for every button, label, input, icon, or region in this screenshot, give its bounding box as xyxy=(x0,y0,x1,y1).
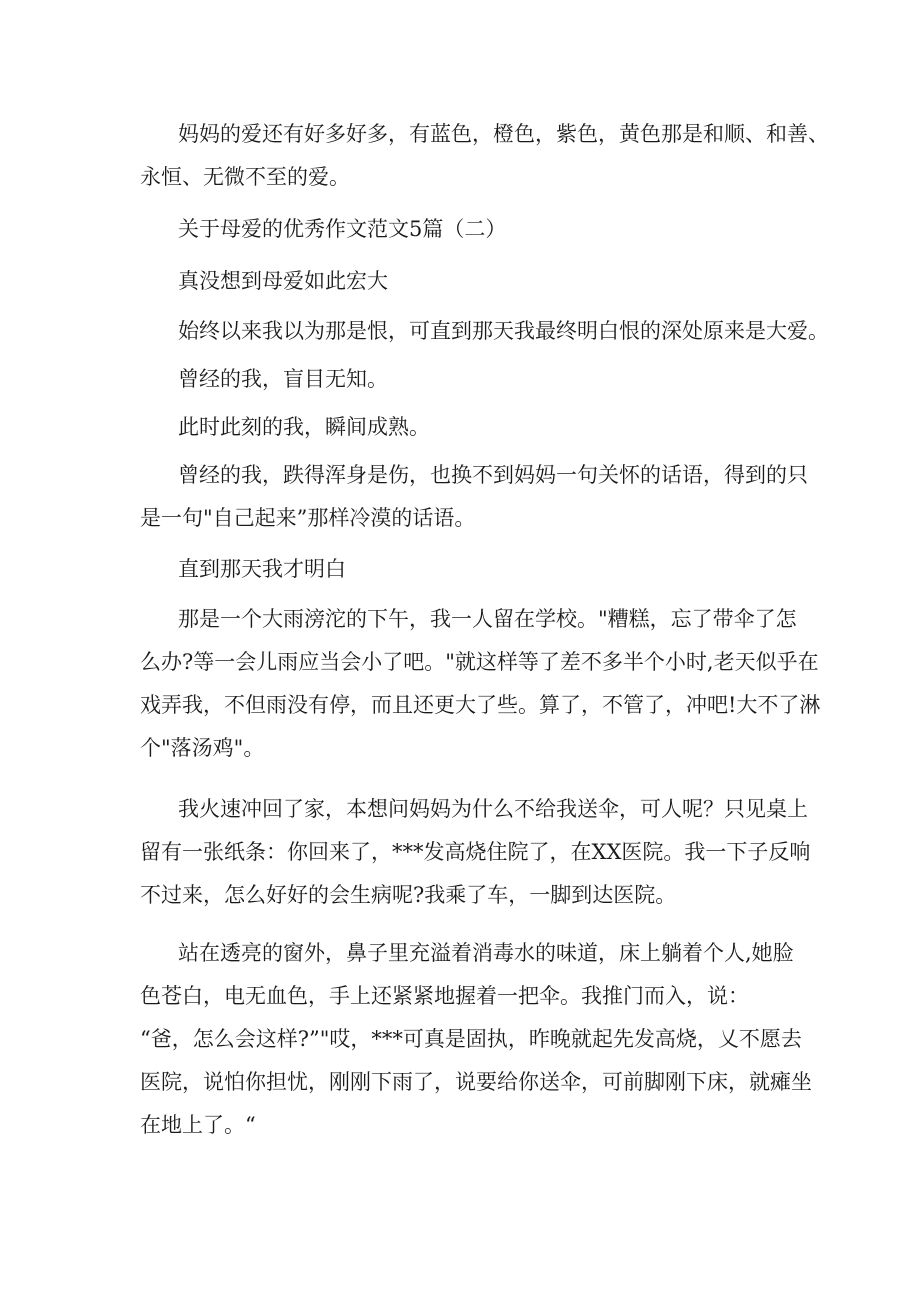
paragraph-3 xyxy=(140,260,785,303)
paragraph-5 xyxy=(140,358,785,401)
text-line: “爸，怎么会这样?”"哎，***可真是固执，昨晚就起先发高烧，乂不愿去 xyxy=(140,1027,802,1051)
text-line: 色苍白，电无血色，手上还紧紧地握着一把伞。我推门而入，说： xyxy=(140,984,749,1008)
text-line: 那是一个大雨滂沱的下午，我一人留在学校。"糟糕，忘了带伞了怎 xyxy=(178,607,797,631)
text-line: 个"落汤鸡"。 xyxy=(140,736,265,760)
paragraph-9 xyxy=(140,598,821,770)
paragraph-8 xyxy=(140,548,785,591)
text-line: 关于母爱的优秀作文范文5篇（二） xyxy=(178,217,507,241)
text-line: 在地上了。“ xyxy=(140,1113,256,1137)
text-line: 永恒、无微不至的爱。 xyxy=(140,165,350,189)
paragraph-7 xyxy=(140,454,808,540)
text-line: 站在透亮的窗外，鼻子里充溢着消毒水的味道，床上躺着个人,她脸 xyxy=(178,941,794,965)
text-line: 始终以来我以为那是恨，可直到那天我最终明白恨的深处原来是大爱。 xyxy=(178,319,829,343)
paragraph-2 xyxy=(140,208,785,251)
paragraph-10 xyxy=(140,788,811,917)
paragraph-1 xyxy=(140,113,829,199)
text-line: 真没想到母爱如此宏大 xyxy=(178,269,388,293)
paragraph-4 xyxy=(140,310,829,353)
text-line: 是一句"自己起来”那样冷漠的话语。 xyxy=(140,506,476,530)
text-line: 么办?等一会儿雨应当会小了吧。"就这样等了差不多半个小时,老天似乎在 xyxy=(140,650,819,674)
text-line: 妈妈的爱还有好多好多，有蓝色，橙色，紫色，黄色那是和顺、和善、 xyxy=(178,122,829,146)
text-line: 曾经的我，跌得浑身是伤，也换不到妈妈一句关怀的话语，得到的只 xyxy=(178,463,808,487)
text-line: 医院，说怕你担忧，刚刚下雨了，说要给你送伞，可前脚刚下床，就瘫坐 xyxy=(140,1070,812,1094)
text-line: 留有一张纸条：你回来了，***发高烧住院了，在XX医院。我一下子反响 xyxy=(140,840,811,864)
text-line: 曾经的我，盲目无知。 xyxy=(178,367,388,391)
text-line: 直到那天我才明白 xyxy=(178,557,346,581)
paragraph-6 xyxy=(140,406,785,449)
text-line: 不过来，怎么好好的会生病呢?我乘了车，一脚到达医院。 xyxy=(140,883,677,907)
text-line: 此时此刻的我，瞬间成熟。 xyxy=(178,415,430,439)
text-line: 我火速冲回了家，本想问妈妈为什么不给我送伞，可人呢？只见桌上 xyxy=(178,797,808,821)
paragraph-11 xyxy=(140,932,812,1147)
text-line: 戏弄我，不但雨没有停，而且还更大了些。算了，不管了，冲吧!大不了淋 xyxy=(140,693,821,717)
